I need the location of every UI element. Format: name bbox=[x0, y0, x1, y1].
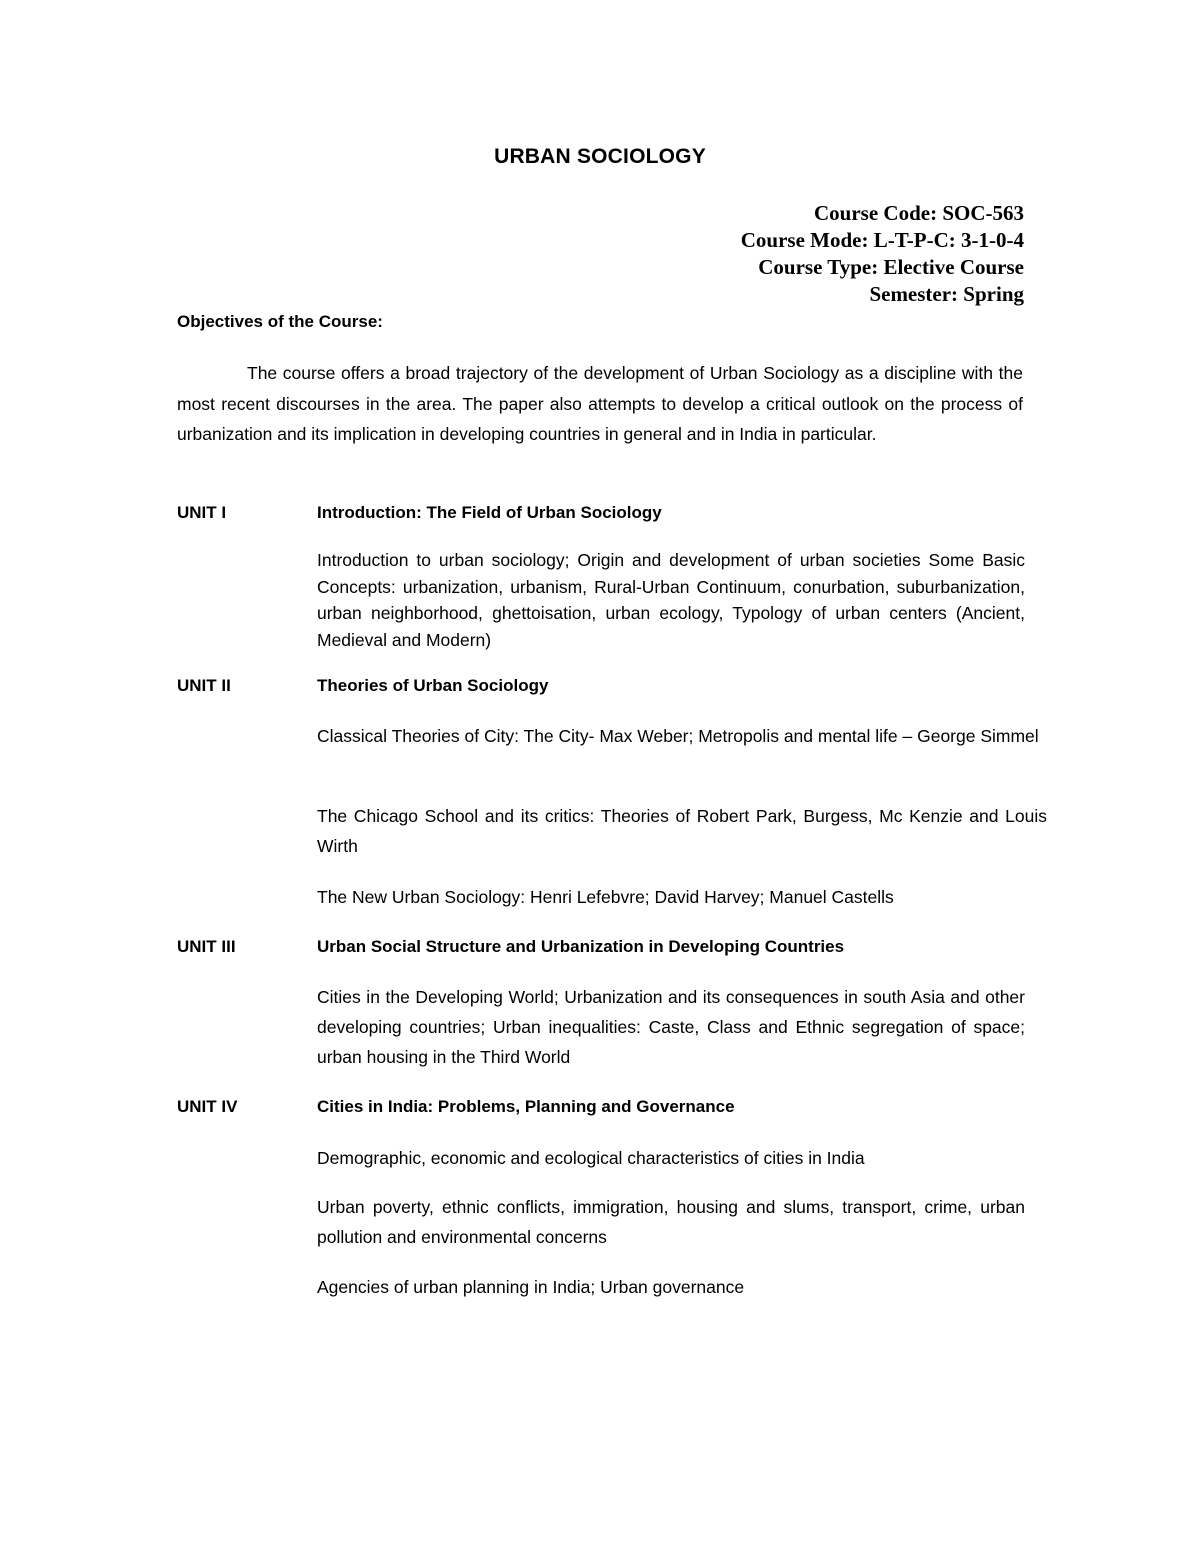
unit-label: UNIT II bbox=[177, 676, 231, 695]
unit-label: UNIT III bbox=[177, 937, 236, 956]
unit-paragraph: The Chicago School and its critics: Theories of Robert Park, Burgess, Mc Kenzie and Louis Wirth bbox=[317, 806, 1047, 856]
course-code: Course Code: SOC-563 bbox=[814, 201, 1024, 225]
unit-title: Introduction: The Field of Urban Sociology bbox=[317, 503, 662, 522]
unit-paragraph: Urban poverty, ethnic conflicts, immigration, housing and slums, transport, crime, urban pollution and environmental concerns bbox=[317, 1197, 1025, 1247]
unit-paragraph: Agencies of urban planning in India; Urban governance bbox=[317, 1277, 745, 1297]
course-type: Course Type: Elective Course bbox=[758, 255, 1024, 279]
unit-paragraph: Classical Theories of City: The City- Max Weber; Metropolis and mental life – George Simmel bbox=[317, 726, 1039, 746]
unit-paragraph: Cities in the Developing World; Urbanization and its consequences in south Asia and other developing countries; Urban inequalities: Caste, Class and Ethnic segregation of space; urban housing in the Third World bbox=[317, 987, 1025, 1067]
document-title: URBAN SOCIOLOGY bbox=[494, 145, 706, 168]
unit-title: Cities in India: Problems, Planning and Governance bbox=[317, 1097, 735, 1116]
unit-paragraph: Demographic, economic and ecological characteristics of cities in India bbox=[317, 1148, 865, 1168]
unit-title: Urban Social Structure and Urbanization in Developing Countries bbox=[317, 937, 845, 956]
unit-label: UNIT IV bbox=[177, 1097, 238, 1116]
objectives-heading: Objectives of the Course: bbox=[177, 312, 383, 331]
course-meta bbox=[741, 200, 1024, 308]
unit-paragraph: The New Urban Sociology: Henri Lefebvre; David Harvey; Manuel Castells bbox=[317, 887, 894, 907]
unit-title: Theories of Urban Sociology bbox=[317, 676, 549, 695]
semester: Semester: Spring bbox=[869, 282, 1024, 306]
unit-label: UNIT I bbox=[177, 503, 227, 522]
course-mode: Course Mode: L-T-P-C: 3-1-0-4 bbox=[740, 228, 1024, 252]
objectives-text: The course offers a broad trajectory of the development of Urban Sociology as a discipline with the most recent discourses in the area. The paper also attempts to develop a critical outlook on the process of urbanization and its implication in developing countries in general and in India in particular. bbox=[177, 363, 1023, 444]
unit-paragraph: Introduction to urban sociology; Origin and development of urban societies Some Basic Concepts: urbanization, urbanism, Rural-Urban Continuum, conurbation, suburbanization, urban neighborhood, ghettoisation, urban ecology, Typology of urban centers (Ancient, Medieval and Modern) bbox=[317, 550, 1025, 650]
